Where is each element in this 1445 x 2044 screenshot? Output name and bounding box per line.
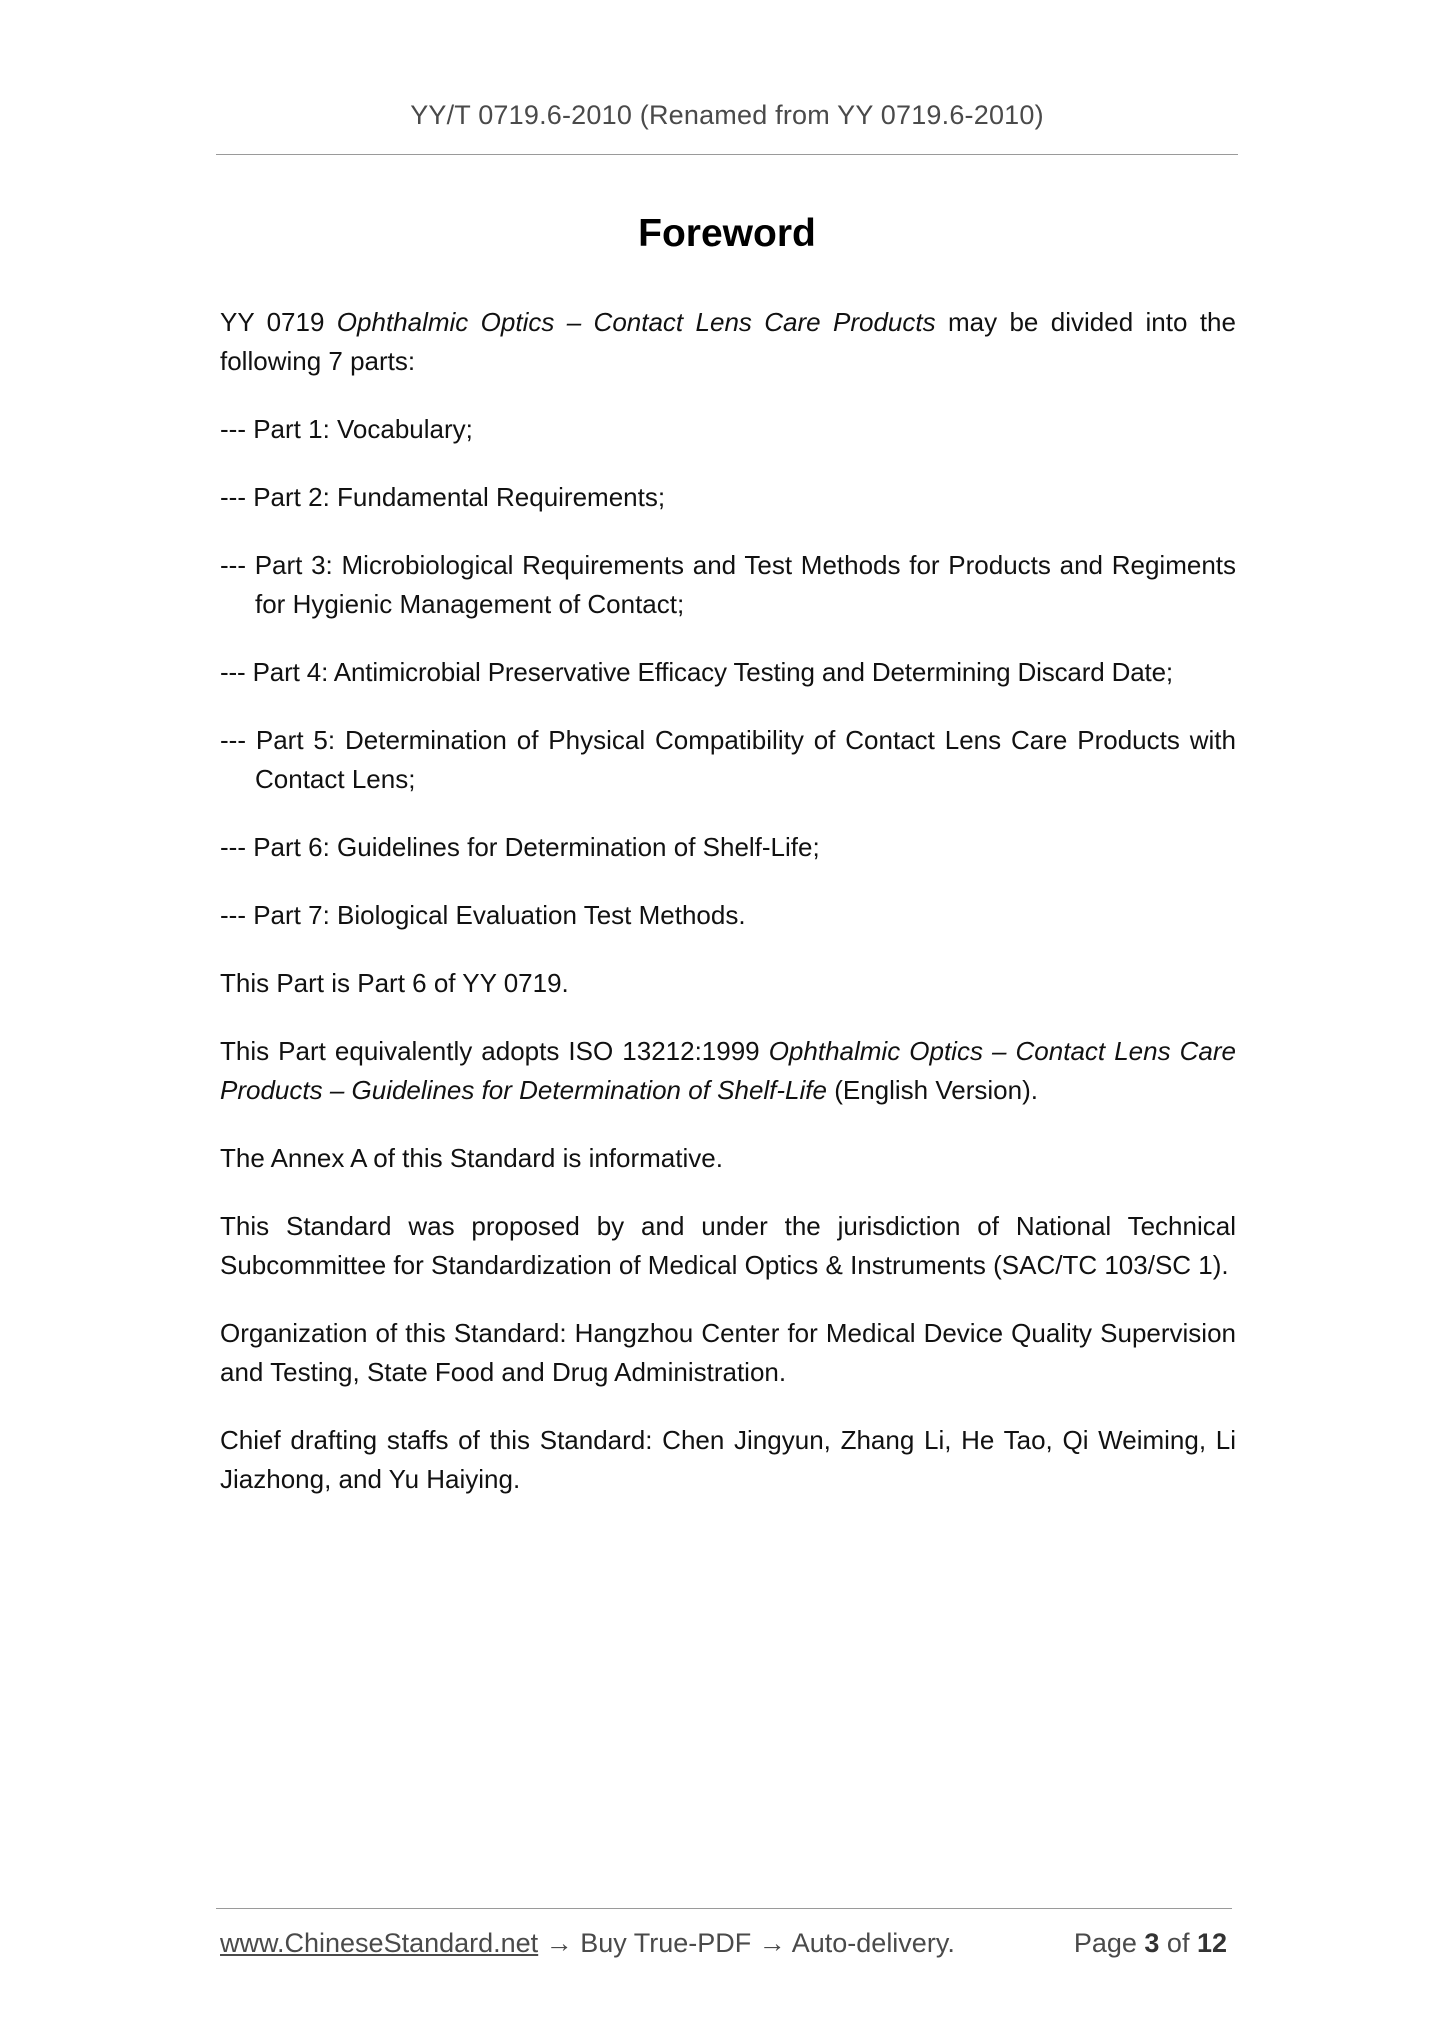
footer-tagline: → Buy True-PDF → Auto-delivery. — [538, 1928, 955, 1958]
adoption-suffix: (English Version). — [826, 1075, 1038, 1105]
website-link[interactable]: www.ChineseStandard.net — [220, 1928, 539, 1958]
organization-statement: Organization of this Standard: Hangzhou Center for Medical Device Quality Supervision and Testing, State Food and Drug Administration. — [220, 1318, 1236, 1387]
part-statement: This Part is Part 6 of YY 0719. — [220, 968, 569, 998]
footer-left — [220, 1928, 955, 1959]
drafters-statement: Chief drafting staffs of this Standard: Chen Jingyun, Zhang Li, He Tao, Qi Weiming, Li Jiazhong, and Yu Haiying. — [220, 1425, 1236, 1494]
intro-suffix: may be divided into the following 7 parts: — [220, 307, 1236, 376]
page-title: Foreword — [638, 212, 816, 255]
page-of: of — [1159, 1928, 1197, 1958]
list-item: --- Part 5: Determination of Physical Compatibility of Contact Lens Care Products with Contact Lens; — [220, 725, 1236, 794]
list-item: --- Part 2: Fundamental Requirements; — [220, 482, 666, 512]
parts-list — [220, 410, 1236, 935]
list-item: --- Part 6: Guidelines for Determination of Shelf-Life; — [220, 832, 820, 862]
intro-paragraph — [220, 303, 1236, 381]
page-label: Page — [1073, 1928, 1145, 1958]
list-item: --- Part 4: Antimicrobial Preservative Efficacy Testing and Determining Discard Date; — [220, 657, 1174, 687]
page-current: 3 — [1144, 1928, 1160, 1958]
document-body — [220, 303, 1236, 1528]
page-header: YY/T 0719.6-2010 (Renamed from YY 0719.6-2010) — [410, 100, 1044, 130]
adoption-italic-title: Ophthalmic Optics – Contact Lens Care Products – Guidelines for Determination of Shelf-Life — [220, 1036, 1236, 1105]
proposal-statement: This Standard was proposed by and under the jurisdiction of National Technical Subcommittee for Standardization of Medical Optics & Instruments (SAC/TC 103/SC 1). — [220, 1211, 1236, 1280]
annex-statement: The Annex A of this Standard is informative. — [220, 1143, 723, 1173]
list-item: --- Part 3: Microbiological Requirements and Test Methods for Products and Regiments for Hygienic Management of Contact; — [220, 550, 1236, 619]
intro-italic-title: Ophthalmic Optics – Contact Lens Care Products — [336, 307, 936, 337]
list-item: --- Part 1: Vocabulary; — [220, 414, 473, 444]
footer-divider — [216, 1908, 1232, 1909]
intro-prefix: YY 0719 — [220, 307, 337, 337]
adoption-prefix: This Part equivalently adopts ISO 13212:1999 — [220, 1036, 769, 1066]
page-number — [1074, 1928, 1227, 1959]
list-item: --- Part 7: Biological Evaluation Test Methods. — [220, 900, 746, 930]
header-divider — [216, 154, 1238, 155]
adoption-paragraph — [220, 1032, 1236, 1110]
page-total: 12 — [1196, 1928, 1227, 1958]
